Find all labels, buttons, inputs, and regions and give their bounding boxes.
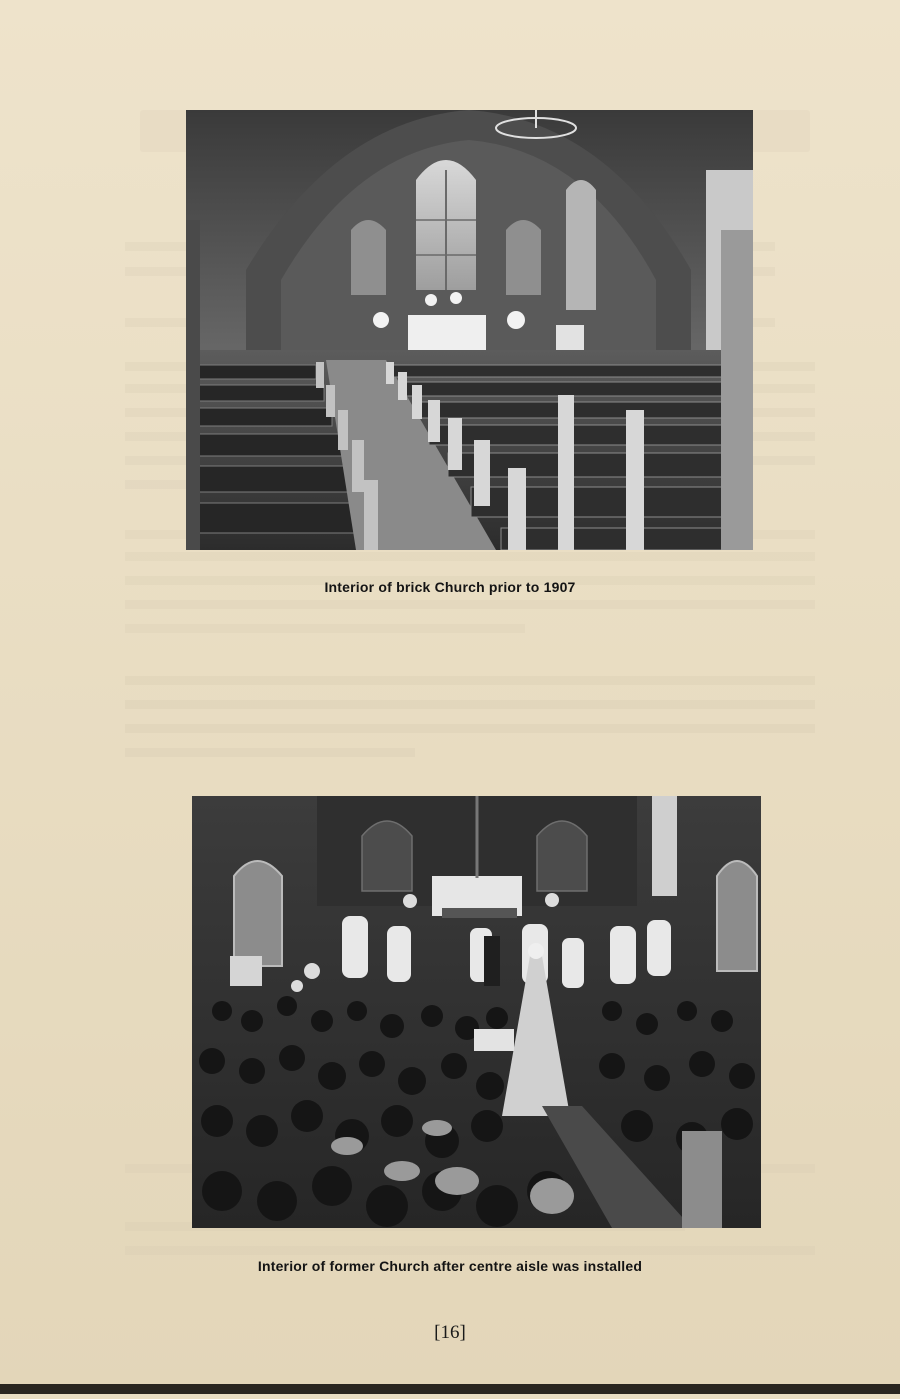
figure-1-caption: Interior of brick Church prior to 1907 xyxy=(324,579,576,595)
brick-church-interior-photo xyxy=(186,110,753,550)
figure-2-caption: Interior of former Church after centre aisle was installed xyxy=(257,1258,643,1274)
scan-bottom-edge xyxy=(0,1384,900,1394)
former-church-wedding-photo xyxy=(192,796,761,1228)
page-number: [16] xyxy=(434,1322,466,1343)
